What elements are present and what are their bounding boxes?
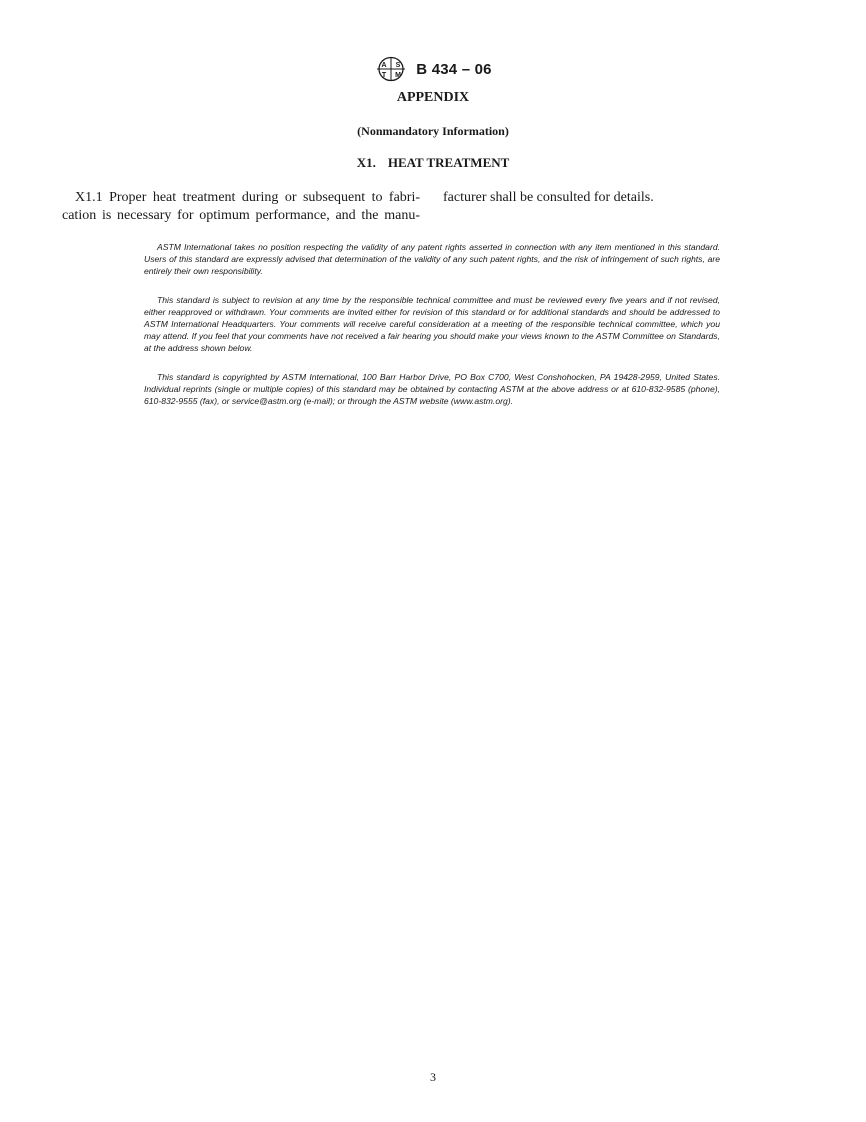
revision-notice [144, 294, 720, 354]
copyright-notice-text: This standard is copyrighted by ASTM International, 100 Barr Harbor Drive, PO Box C700, West Conshohocken, PA 19428-2959, United States. Individual reprints (single or multiple copies) of this standard may be obtained by contacting ASTM at the above address or at 610-832-9585 (phone), 610-832-9555 (fax), or service@astm.org (e-mail); or through the ASTM website (www.astm.org). [144, 372, 720, 407]
astm-logo-icon [374, 56, 408, 82]
section-heading [0, 155, 866, 171]
copyright-notice [144, 371, 720, 407]
paragraph-line-3: facturer shall be consulted for details. [443, 190, 654, 205]
paragraph-left-column [62, 189, 420, 224]
document-header [0, 56, 866, 82]
svg-text:M: M [395, 72, 402, 79]
paragraph-text-1: Proper heat treatment during or subsequent to fabri- [109, 190, 420, 205]
section-number: X1. [356, 155, 376, 170]
revision-notice-text: This standard is subject to revision at any time by the responsible technical committee and must be reviewed every five years and if not revised, either reapproved or withdrawn. Your comments are invited either for revision of this standard or for additional standards and should be addressed to ASTM International Headquarters. Your comments will receive careful consideration at a meeting of the responsible technical committee, which you may attend. If you feel that your comments have not received a fair hearing you should make your views known to the ASTM Committee on Standards, at the address shown below. [144, 295, 720, 354]
svg-text:A: A [381, 62, 387, 69]
standard-designation: B 434 – 06 [416, 60, 492, 78]
appendix-subtitle: (Nonmandatory Information) [357, 124, 509, 138]
patent-notice [144, 241, 720, 277]
paragraph-right-column [443, 189, 803, 207]
appendix-title: APPENDIX [396, 90, 470, 105]
svg-text:S: S [395, 62, 401, 69]
paragraph-line-1 [62, 189, 420, 207]
paragraph-line-2: cation is necessary for optimum performance, and the manu- [62, 207, 420, 223]
patent-notice-text: ASTM International takes no position respecting the validity of any patent rights asserted in connection with any item mentioned in this standard. Users of this standard are expressly advised that determination of the validity of any such patent rights, and the risk of infringement of such rights, are entirely their own responsibility. [144, 242, 720, 277]
section-title: HEAT TREATMENT [387, 155, 510, 170]
page-number: 3 [430, 1070, 436, 1084]
svg-text:T: T [382, 72, 387, 79]
paragraph-label: X1.1 [75, 190, 103, 205]
